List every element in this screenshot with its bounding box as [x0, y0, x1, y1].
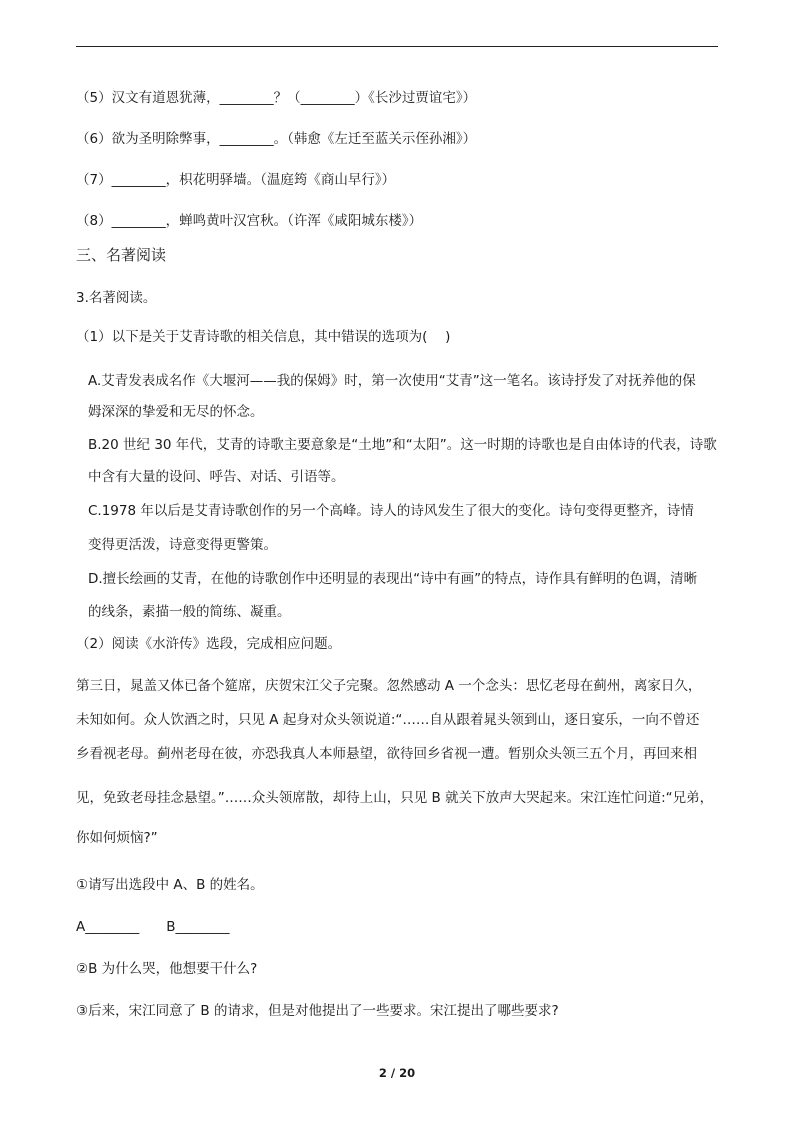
question-circle-1: ①请写出选段中 A、B 的姓名。 — [76, 877, 264, 893]
option-c-line-2: 变得更活泼，诗意变得更警策。 — [88, 537, 277, 553]
option-b-line-2: 中含有大量的设问、呼告、对话、引语等。 — [88, 469, 345, 485]
option-a-line-2: 姆深深的挚爱和无尽的怀念。 — [88, 404, 264, 420]
option-c-line-1: C.1978 年以后是艾青诗歌创作的另一个高峰。诗人的诗风发生了很大的变化。诗句变得更整齐，诗情 — [88, 503, 694, 519]
option-d-line-2: 的线条，素描一般的简练、凝重。 — [88, 604, 291, 620]
option-d-line-1: D.擅长绘画的艾青，在他的诗歌创作中还明显的表现出“诗中有画”的特点，诗作具有鲜明的色调，清晰 — [88, 571, 698, 587]
passage-line-3: 乡看视老母。蓟州老母在彼，亦恐我真人本师悬望，欲待回乡省视一遭。暂别众头领三五个月，再回来相 — [76, 746, 697, 762]
question-5: （5）汉文有道恩犹薄，________？（________）《长沙过贾谊宅》） — [76, 90, 477, 106]
question-circle-2: ②B 为什么哭，他想要干什么? — [76, 961, 258, 977]
header-rule — [76, 46, 718, 47]
sub-question-2: （2）阅读《水浒传》选段，完成相应问题。 — [76, 636, 342, 652]
option-a-line-1: A.艾青发表成名作《大堰河——我的保姆》时，第一次使用“艾青”这一笔名。该诗抒发了对抚养他的保 — [88, 373, 696, 389]
option-b-line-1: B.20 世纪 30 年代，艾青的诗歌主要意象是“土地”和“太阳”。这一时期的诗歌也是自由体诗的代表，诗歌 — [88, 437, 717, 453]
passage-line-5: 你如何烦恼?” — [76, 830, 158, 846]
question-8: （8）________，蝉鸣黄叶汉宫秋。（许浑《咸阳城东楼》） — [76, 213, 423, 229]
passage-line-1: 第三日，晁盖又体已备个筵席，庆贺宋江父子完聚。忽然感动 A 一个念头：思忆老母在蓟州，离家日久， — [76, 678, 702, 694]
answer-blanks-ab: A________ B________ — [76, 919, 230, 935]
question-circle-3: ③后来，宋江同意了 B 的请求，但是对他提出了一些要求。宋江提出了哪些要求? — [76, 1003, 559, 1019]
question-3-title: 3.名著阅读。 — [76, 290, 157, 306]
passage-line-4: 见，免致老母挂念悬望。”……众头领席散，却待上山，只见 B 就关下放声大哭起来。宋江连忙问道:“兄弟， — [76, 790, 714, 806]
question-6: （6）欲为圣明除弊事，________。（韩愈《左迁至蓝关示侄孙湘》） — [76, 131, 477, 147]
question-7: （7）________，枳花明驿墙。（温庭筠《商山早行》） — [76, 172, 396, 188]
sub-question-1: （1）以下是关于艾青诗歌的相关信息，其中错误的选项为( ) — [76, 329, 451, 345]
passage-line-2: 未知如何。众人饮酒之时，只见 A 起身对众头领说道:“……自从跟着晁头领到山，逐日宴乐，一向不曾还 — [76, 712, 700, 728]
section-heading: 三、名著阅读 — [76, 246, 167, 264]
page-number: 2 / 20 — [378, 1066, 416, 1080]
